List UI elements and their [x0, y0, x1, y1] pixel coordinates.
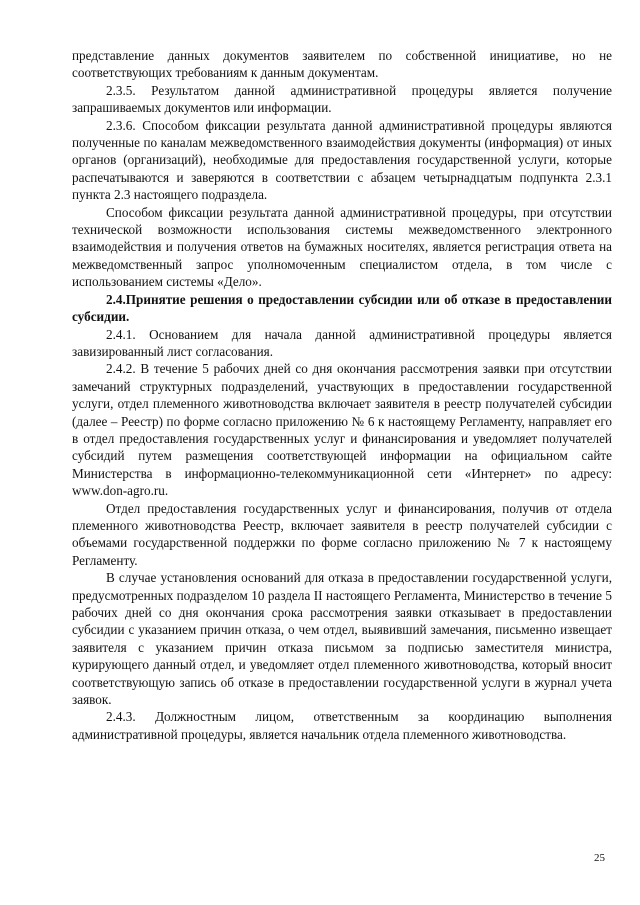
- paragraph-2-4-2: 2.4.2. В течение 5 рабочих дней со дня окончания рассмотрения заявки при отсутствии замечаний структурных подразделений, участвующих в предоставлении государственной услуги, отдел племенного животноводства включает заявителя в реестр получателей субсидии (далее – Реестр) по форме согласно приложению № 6 к настоящему Регламенту, направляет его в отдел предоставления государственных услуг и финансирования и уведомляет получателей субсидий путем размещения соответствующей информации на официальном сайте Министерства в информационно-телекоммуникационной сети «Интернет» по адресу: www.don-agro.ru.: [72, 361, 612, 499]
- paragraph-2-3-5: 2.3.5. Результатом данной административной процедуры является получение запрашиваемых документов или информации.: [72, 82, 612, 116]
- paragraph-2-4-3: 2.4.3. Должностным лицом, ответственным за координацию выполнения административной процедуры, является начальник отдела племенного животноводства.: [72, 709, 612, 742]
- section-heading-2-4: 2.4.Принятие решения о предоставлении субсидии или об отказе в предоставлении субсидии.: [72, 291, 612, 325]
- paragraph-finance-department: Отдел предоставления государственных услуг и финансирования, получив от отдела племенного животноводства Реестр, включает заявителя в реестр получателей субсидии с объемами государственной поддержки по форме согласно приложению № 7 к настоящему Регламенту.: [72, 500, 612, 568]
- page-number: 25: [594, 852, 605, 864]
- paragraph-continuation: представление данных документов заявителем по собственной инициативе, но не соответствующих требованиям к данным документам.: [72, 48, 612, 81]
- paragraph-2-3-6: 2.3.6. Способом фиксации результата данной административной процедуры являются полученные по каналам межведомственного взаимодействия документы (информация) от иных органов (организаций), необходимые для предоставления государственной услуги, которые распечатываются и заверяются в соответствии с абзацем четырнадцатым подпункта 2.3.1 пункта 2.3 настоящего подраздела.: [72, 117, 612, 203]
- document-body: [72, 47, 612, 743]
- paragraph-2-4-1: 2.4.1. Основанием для начала данной административной процедуры является завизированный лист согласования.: [72, 326, 612, 359]
- paragraph-refusal: В случае установления оснований для отказа в предоставлении государственной услуги, предусмотренных подразделом 10 раздела II настоящего Регламента, Министерство в течение 5 рабочих дней со дня окончания срока рассмотрения заявки отказывает в предоставлении субсидии с указанием причин отказа, о чем отдел, выявивший замечания, письменно извещает заявителя с указанием причин отказа письмом за подписью заместителя министра, курирующего данный отдел, и уведомляет отдел племенного животноводства, который вносит соответствующую запись об отказе в предоставлении государственной услуги в журнал учета заявок.: [72, 570, 612, 708]
- paragraph-fixation-method: Способом фиксации результата данной административной процедуры, при отсутствии технической возможности использования системы межведомственного электронного взаимодействия и получения ответов на бумажных носителях, является регистрация ответа на межведомственный запрос уполномоченным специалистом отдела, в том числе с использованием системы «Дело».: [72, 204, 612, 290]
